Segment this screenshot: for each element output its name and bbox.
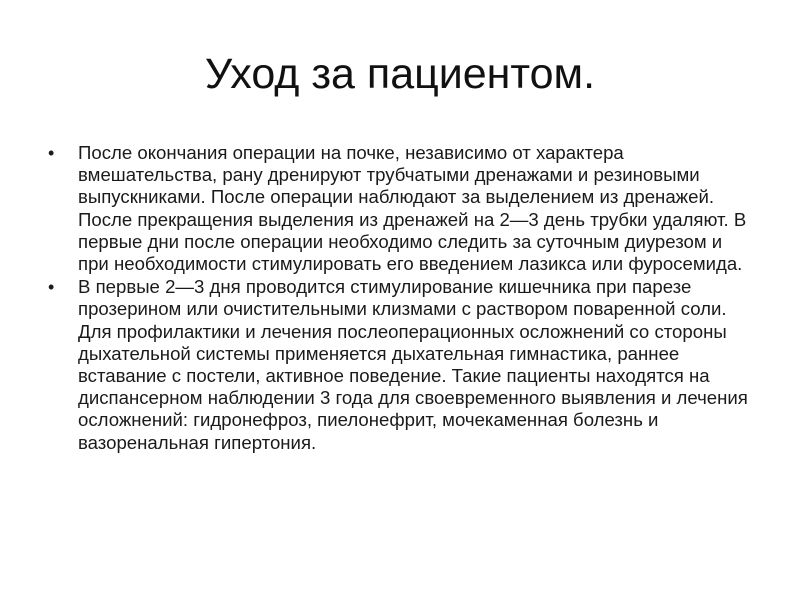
bullet-marker: • xyxy=(48,143,55,163)
bullet-marker: • xyxy=(48,277,55,298)
bullet-item-post-surgery-drainage xyxy=(48,142,748,275)
bullet-item-complication-prevention xyxy=(48,276,748,454)
bullet-text: После окончания операции на почке, независимо от характера вмешательства, рану дренируют трубчатыми дренажами и резиновыми выпускниками. После операции наблюдают за выделением из дренажей. После прекращения выделения из дренажей на 2—3 день трубки удаляют. В первые дни после операции необходимо следить за суточным диурезом и при необходимости стимулировать его введением лазикса или фуросемида. xyxy=(78,142,747,275)
bullet-text: В первые 2—3 дня проводится стимулирование кишечника при парезе прозерином или очистительными клизмами с раствором поваренной соли. Для профилактики и лечения послеоперационных осложнений со стороны дыхательной системы применяется дыхательная гимнастика, раннее вставание с постели, активное поведение. Такие пациенты находятся на диспансерном наблюдении 3 года для своевременного выявления и лечения осложнений: гидронефроз, пиелонефрит, мочекаменная болезнь и вазоренальная гипертония. xyxy=(78,276,748,453)
bullet-list xyxy=(48,142,748,455)
slide-title: Уход за пациентом. xyxy=(204,50,596,98)
